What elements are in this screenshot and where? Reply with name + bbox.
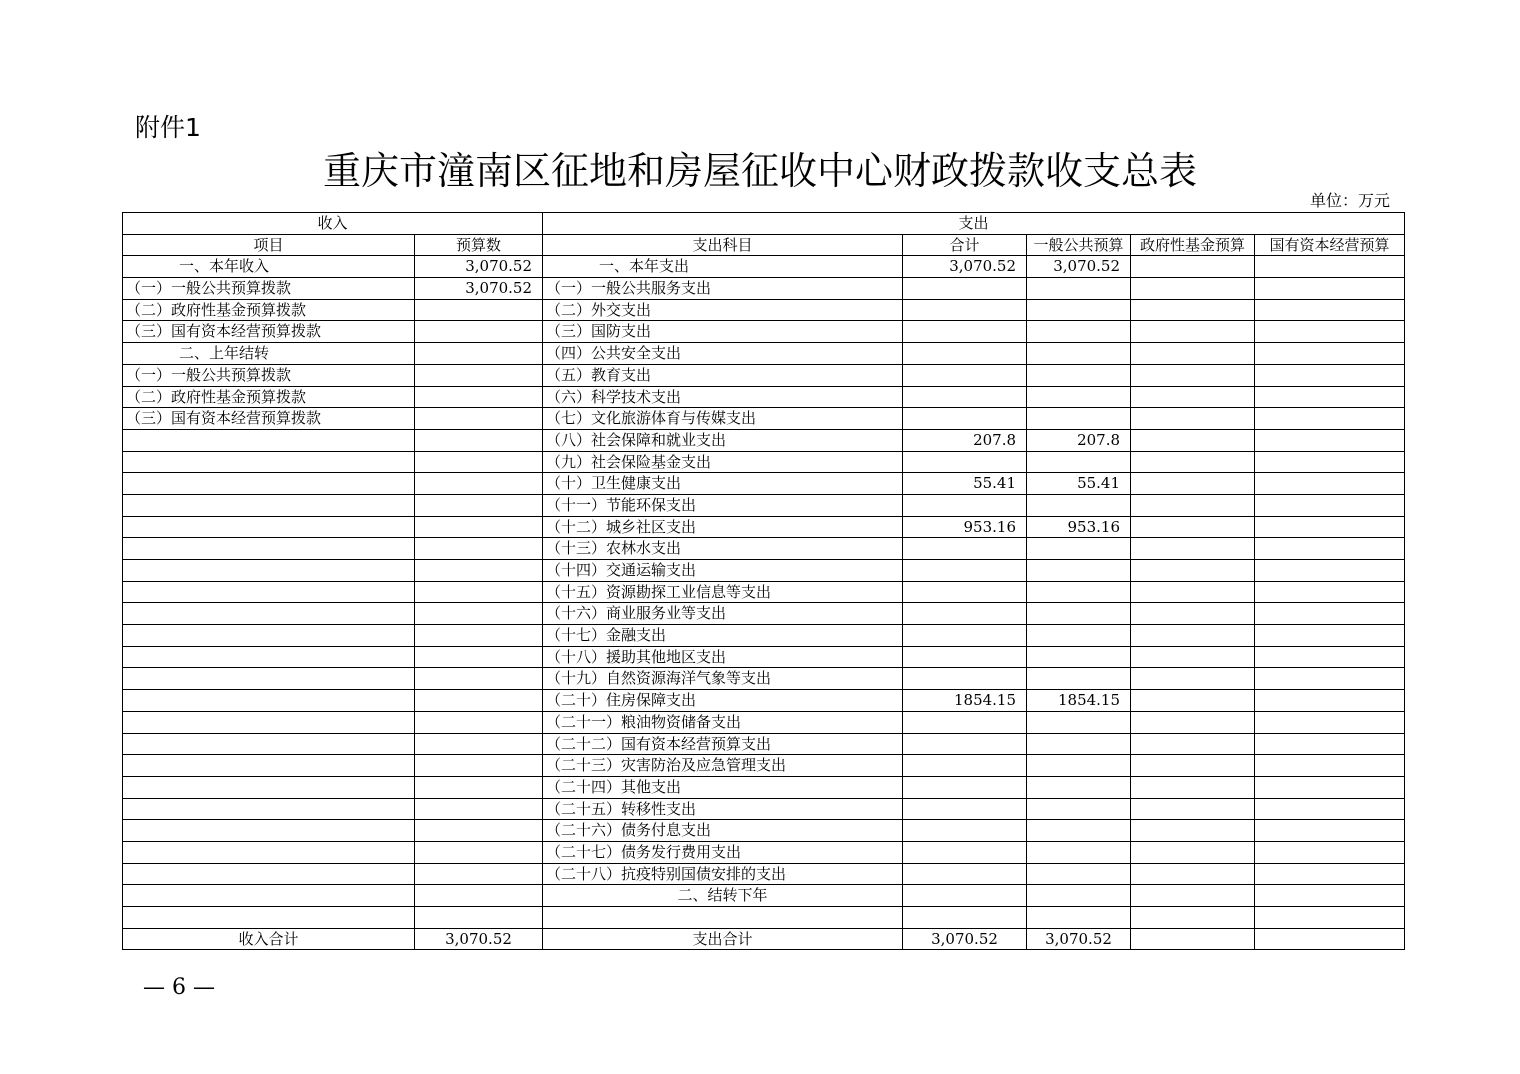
income-item-cell: （三）国有资本经营预算拨款	[123, 321, 415, 343]
total-cell	[903, 494, 1027, 516]
table-row	[123, 429, 1405, 451]
state-capital-cell	[1255, 885, 1405, 907]
col-item: 项目	[123, 234, 415, 256]
expense-header: 支出	[543, 213, 1405, 235]
general-cell	[1027, 408, 1131, 430]
gov-fund-cell	[1131, 429, 1255, 451]
income-value-cell	[415, 343, 543, 365]
gov-fund-cell	[1131, 603, 1255, 625]
income-value-cell	[415, 690, 543, 712]
gov-fund-cell	[1131, 776, 1255, 798]
state-capital-cell	[1255, 820, 1405, 842]
gov-fund-cell	[1131, 907, 1255, 929]
income-item-cell	[123, 429, 415, 451]
table-row	[123, 646, 1405, 668]
income-value-cell	[415, 581, 543, 603]
table-row	[123, 668, 1405, 690]
expense-item-cell: （二十六）债务付息支出	[543, 820, 903, 842]
gov-fund-cell	[1131, 581, 1255, 603]
gov-fund-cell	[1131, 343, 1255, 365]
income-value-cell	[415, 625, 543, 647]
col-general: 一般公共预算	[1027, 234, 1131, 256]
income-value-cell	[415, 733, 543, 755]
income-item-cell: （二）政府性基金预算拨款	[123, 386, 415, 408]
income-value-cell	[415, 603, 543, 625]
state-capital-cell	[1255, 299, 1405, 321]
general-cell	[1027, 451, 1131, 473]
expense-item-cell: （七）文化旅游体育与传媒支出	[543, 408, 903, 430]
state-capital-cell	[1255, 776, 1405, 798]
expense-item-cell: （十一）节能环保支出	[543, 494, 903, 516]
income-value-cell	[415, 494, 543, 516]
total-cell	[903, 755, 1027, 777]
expense-item-cell: （十三）农林水支出	[543, 538, 903, 560]
general-cell: 1854.15	[1027, 690, 1131, 712]
general-cell: 55.41	[1027, 473, 1131, 495]
gov-fund-cell	[1131, 494, 1255, 516]
income-item-cell	[123, 690, 415, 712]
general-cell	[1027, 733, 1131, 755]
income-item-cell	[123, 755, 415, 777]
total-cell	[903, 646, 1027, 668]
gov-fund-cell	[1131, 885, 1255, 907]
income-item-cell	[123, 560, 415, 582]
general-total-value: 3,070.52	[1027, 928, 1131, 950]
page-number: — 6 —	[143, 975, 215, 1000]
state-capital-cell	[1255, 343, 1405, 365]
total-cell	[903, 798, 1027, 820]
total-cell	[903, 907, 1027, 929]
state-capital-cell	[1255, 364, 1405, 386]
state-capital-cell	[1255, 494, 1405, 516]
income-item-cell	[123, 841, 415, 863]
expense-item-cell: （三）国防支出	[543, 321, 903, 343]
income-item-cell	[123, 907, 415, 929]
state-capital-cell	[1255, 711, 1405, 733]
state-capital-cell	[1255, 278, 1405, 300]
table-row	[123, 560, 1405, 582]
income-value-cell	[415, 776, 543, 798]
income-item-cell	[123, 473, 415, 495]
income-item-cell	[123, 516, 415, 538]
total-cell	[903, 451, 1027, 473]
expense-item-cell: 二、结转下年	[543, 885, 903, 907]
state-capital-cell	[1255, 321, 1405, 343]
income-item-cell	[123, 733, 415, 755]
gov-fund-cell	[1131, 755, 1255, 777]
table-row	[123, 321, 1405, 343]
general-cell	[1027, 820, 1131, 842]
income-item-cell	[123, 625, 415, 647]
col-total: 合计	[903, 234, 1027, 256]
gov-fund-cell	[1131, 256, 1255, 278]
income-header: 收入	[123, 213, 543, 235]
gov-fund-cell	[1131, 863, 1255, 885]
income-value-cell	[415, 755, 543, 777]
total-cell: 207.8	[903, 429, 1027, 451]
state-capital-cell	[1255, 841, 1405, 863]
gov-fund-cell	[1131, 820, 1255, 842]
general-cell	[1027, 646, 1131, 668]
general-cell	[1027, 494, 1131, 516]
total-cell	[903, 560, 1027, 582]
income-total-value: 3,070.52	[415, 928, 543, 950]
table-row	[123, 885, 1405, 907]
expense-item-cell: （八）社会保障和就业支出	[543, 429, 903, 451]
expense-item-cell: （二十四）其他支出	[543, 776, 903, 798]
expense-item-cell: （二十三）灾害防治及应急管理支出	[543, 755, 903, 777]
table-row	[123, 603, 1405, 625]
general-cell	[1027, 603, 1131, 625]
table-row	[123, 798, 1405, 820]
general-cell	[1027, 278, 1131, 300]
total-cell	[903, 386, 1027, 408]
income-value-cell: 3,070.52	[415, 278, 543, 300]
col-state-capital: 国有资本经营预算	[1255, 234, 1405, 256]
income-value-cell	[415, 560, 543, 582]
income-item-cell	[123, 603, 415, 625]
income-value-cell	[415, 668, 543, 690]
table-row	[123, 408, 1405, 430]
table-row	[123, 907, 1405, 929]
total-cell	[903, 538, 1027, 560]
state-capital-cell	[1255, 755, 1405, 777]
income-item-cell: （二）政府性基金预算拨款	[123, 299, 415, 321]
budget-table	[122, 212, 1405, 950]
state-capital-cell	[1255, 646, 1405, 668]
income-value-cell	[415, 473, 543, 495]
expense-item-cell: （二十七）债务发行费用支出	[543, 841, 903, 863]
table-row	[123, 625, 1405, 647]
state-capital-cell	[1255, 256, 1405, 278]
income-item-cell	[123, 776, 415, 798]
general-cell	[1027, 581, 1131, 603]
state-capital-cell	[1255, 516, 1405, 538]
col-gov-fund: 政府性基金预算	[1131, 234, 1255, 256]
income-value-cell	[415, 711, 543, 733]
expense-item-cell: 一、本年支出	[543, 256, 903, 278]
general-cell	[1027, 711, 1131, 733]
table-row	[123, 451, 1405, 473]
state-capital-cell	[1255, 668, 1405, 690]
general-cell	[1027, 755, 1131, 777]
general-cell	[1027, 538, 1131, 560]
expense-item-cell: （十五）资源勘探工业信息等支出	[543, 581, 903, 603]
general-cell	[1027, 885, 1131, 907]
total-cell: 1854.15	[903, 690, 1027, 712]
expense-item-cell: （六）科学技术支出	[543, 386, 903, 408]
gov-fund-total-value	[1131, 928, 1255, 950]
income-value-cell: 3,070.52	[415, 256, 543, 278]
general-cell: 207.8	[1027, 429, 1131, 451]
totals-row	[123, 928, 1405, 950]
expense-total-value: 3,070.52	[903, 928, 1027, 950]
total-cell	[903, 343, 1027, 365]
state-capital-cell	[1255, 473, 1405, 495]
gov-fund-cell	[1131, 451, 1255, 473]
gov-fund-cell	[1131, 690, 1255, 712]
table-row	[123, 538, 1405, 560]
attachment-label: 附件1	[135, 113, 201, 142]
table-row	[123, 256, 1405, 278]
state-capital-cell	[1255, 690, 1405, 712]
income-value-cell	[415, 451, 543, 473]
income-value-cell	[415, 408, 543, 430]
expense-total-label: 支出合计	[543, 928, 903, 950]
gov-fund-cell	[1131, 516, 1255, 538]
table-row	[123, 299, 1405, 321]
expense-item-cell: （二）外交支出	[543, 299, 903, 321]
income-value-cell	[415, 646, 543, 668]
col-budget: 预算数	[415, 234, 543, 256]
expense-item-cell: （十六）商业服务业等支出	[543, 603, 903, 625]
total-cell	[903, 841, 1027, 863]
income-item-cell	[123, 863, 415, 885]
income-value-cell	[415, 863, 543, 885]
state-capital-cell	[1255, 733, 1405, 755]
page-title: 重庆市潼南区征地和房屋征收中心财政拨款收支总表	[322, 149, 1197, 193]
state-capital-cell	[1255, 581, 1405, 603]
total-cell	[903, 863, 1027, 885]
income-item-cell	[123, 451, 415, 473]
gov-fund-cell	[1131, 386, 1255, 408]
gov-fund-cell	[1131, 321, 1255, 343]
income-item-cell: 一、本年收入	[123, 256, 415, 278]
state-capital-cell	[1255, 907, 1405, 929]
table-row	[123, 733, 1405, 755]
income-value-cell	[415, 429, 543, 451]
header-row-group	[123, 213, 1405, 235]
gov-fund-cell	[1131, 538, 1255, 560]
table-row	[123, 494, 1405, 516]
table-row	[123, 820, 1405, 842]
general-cell	[1027, 386, 1131, 408]
total-cell	[903, 364, 1027, 386]
total-cell	[903, 625, 1027, 647]
general-cell	[1027, 560, 1131, 582]
total-cell: 55.41	[903, 473, 1027, 495]
gov-fund-cell	[1131, 625, 1255, 647]
state-capital-cell	[1255, 603, 1405, 625]
general-cell	[1027, 841, 1131, 863]
total-cell	[903, 733, 1027, 755]
income-item-cell: 二、上年结转	[123, 343, 415, 365]
total-cell	[903, 603, 1027, 625]
total-cell	[903, 820, 1027, 842]
gov-fund-cell	[1131, 798, 1255, 820]
general-cell	[1027, 907, 1131, 929]
state-capital-cell	[1255, 408, 1405, 430]
state-capital-cell	[1255, 560, 1405, 582]
total-cell	[903, 885, 1027, 907]
gov-fund-cell	[1131, 473, 1255, 495]
expense-item-cell: （五）教育支出	[543, 364, 903, 386]
total-cell	[903, 776, 1027, 798]
income-value-cell	[415, 321, 543, 343]
income-item-cell	[123, 820, 415, 842]
table-row	[123, 863, 1405, 885]
gov-fund-cell	[1131, 841, 1255, 863]
expense-item-cell: （九）社会保险基金支出	[543, 451, 903, 473]
state-capital-total-value	[1255, 928, 1405, 950]
state-capital-cell	[1255, 863, 1405, 885]
total-cell	[903, 581, 1027, 603]
income-value-cell	[415, 798, 543, 820]
income-value-cell	[415, 364, 543, 386]
general-cell	[1027, 863, 1131, 885]
expense-item-cell: （十二）城乡社区支出	[543, 516, 903, 538]
table-row	[123, 711, 1405, 733]
expense-item-cell: （二十）住房保障支出	[543, 690, 903, 712]
table-row	[123, 516, 1405, 538]
state-capital-cell	[1255, 451, 1405, 473]
gov-fund-cell	[1131, 668, 1255, 690]
general-cell	[1027, 625, 1131, 647]
expense-item-cell: （二十八）抗疫特别国债安排的支出	[543, 863, 903, 885]
income-total-label: 收入合计	[123, 928, 415, 950]
total-cell: 3,070.52	[903, 256, 1027, 278]
gov-fund-cell	[1131, 733, 1255, 755]
table-row	[123, 386, 1405, 408]
table-row	[123, 364, 1405, 386]
income-item-cell: （一）一般公共预算拨款	[123, 364, 415, 386]
expense-item-cell: （二十二）国有资本经营预算支出	[543, 733, 903, 755]
expense-item-cell: （四）公共安全支出	[543, 343, 903, 365]
expense-item-cell: （十七）金融支出	[543, 625, 903, 647]
table-row	[123, 755, 1405, 777]
expense-item-cell: （十四）交通运输支出	[543, 560, 903, 582]
total-cell	[903, 668, 1027, 690]
income-value-cell	[415, 820, 543, 842]
gov-fund-cell	[1131, 278, 1255, 300]
gov-fund-cell	[1131, 646, 1255, 668]
income-item-cell: （一）一般公共预算拨款	[123, 278, 415, 300]
income-item-cell	[123, 711, 415, 733]
expense-item-cell: （十九）自然资源海洋气象等支出	[543, 668, 903, 690]
unit-label: 单位：万元	[1309, 191, 1390, 210]
gov-fund-cell	[1131, 299, 1255, 321]
expense-item-cell: （十）卫生健康支出	[543, 473, 903, 495]
expense-item-cell	[543, 907, 903, 929]
expense-item-cell: （二十五）转移性支出	[543, 798, 903, 820]
table-row	[123, 690, 1405, 712]
income-value-cell	[415, 841, 543, 863]
table-row	[123, 343, 1405, 365]
table-row	[123, 841, 1405, 863]
general-cell	[1027, 776, 1131, 798]
gov-fund-cell	[1131, 408, 1255, 430]
table-row	[123, 776, 1405, 798]
income-value-cell	[415, 299, 543, 321]
income-item-cell	[123, 798, 415, 820]
income-item-cell	[123, 885, 415, 907]
table-row	[123, 473, 1405, 495]
expense-item-cell: （一）一般公共服务支出	[543, 278, 903, 300]
general-cell: 3,070.52	[1027, 256, 1131, 278]
state-capital-cell	[1255, 386, 1405, 408]
general-cell: 953.16	[1027, 516, 1131, 538]
total-cell	[903, 321, 1027, 343]
income-item-cell	[123, 494, 415, 516]
expense-item-cell: （十八）援助其他地区支出	[543, 646, 903, 668]
income-item-cell	[123, 646, 415, 668]
state-capital-cell	[1255, 798, 1405, 820]
income-item-cell: （三）国有资本经营预算拨款	[123, 408, 415, 430]
general-cell	[1027, 668, 1131, 690]
income-value-cell	[415, 386, 543, 408]
general-cell	[1027, 321, 1131, 343]
total-cell	[903, 711, 1027, 733]
income-item-cell	[123, 538, 415, 560]
income-value-cell	[415, 516, 543, 538]
income-item-cell	[123, 668, 415, 690]
general-cell	[1027, 299, 1131, 321]
state-capital-cell	[1255, 429, 1405, 451]
state-capital-cell	[1255, 625, 1405, 647]
table-row	[123, 581, 1405, 603]
income-item-cell	[123, 581, 415, 603]
table-row	[123, 278, 1405, 300]
income-value-cell	[415, 885, 543, 907]
gov-fund-cell	[1131, 711, 1255, 733]
total-cell	[903, 408, 1027, 430]
total-cell	[903, 278, 1027, 300]
income-value-cell	[415, 907, 543, 929]
col-expense-subject: 支出科目	[543, 234, 903, 256]
gov-fund-cell	[1131, 364, 1255, 386]
general-cell	[1027, 364, 1131, 386]
header-row-columns	[123, 234, 1405, 256]
general-cell	[1027, 798, 1131, 820]
general-cell	[1027, 343, 1131, 365]
total-cell: 953.16	[903, 516, 1027, 538]
expense-item-cell: （二十一）粮油物资储备支出	[543, 711, 903, 733]
state-capital-cell	[1255, 538, 1405, 560]
gov-fund-cell	[1131, 560, 1255, 582]
total-cell	[903, 299, 1027, 321]
income-value-cell	[415, 538, 543, 560]
